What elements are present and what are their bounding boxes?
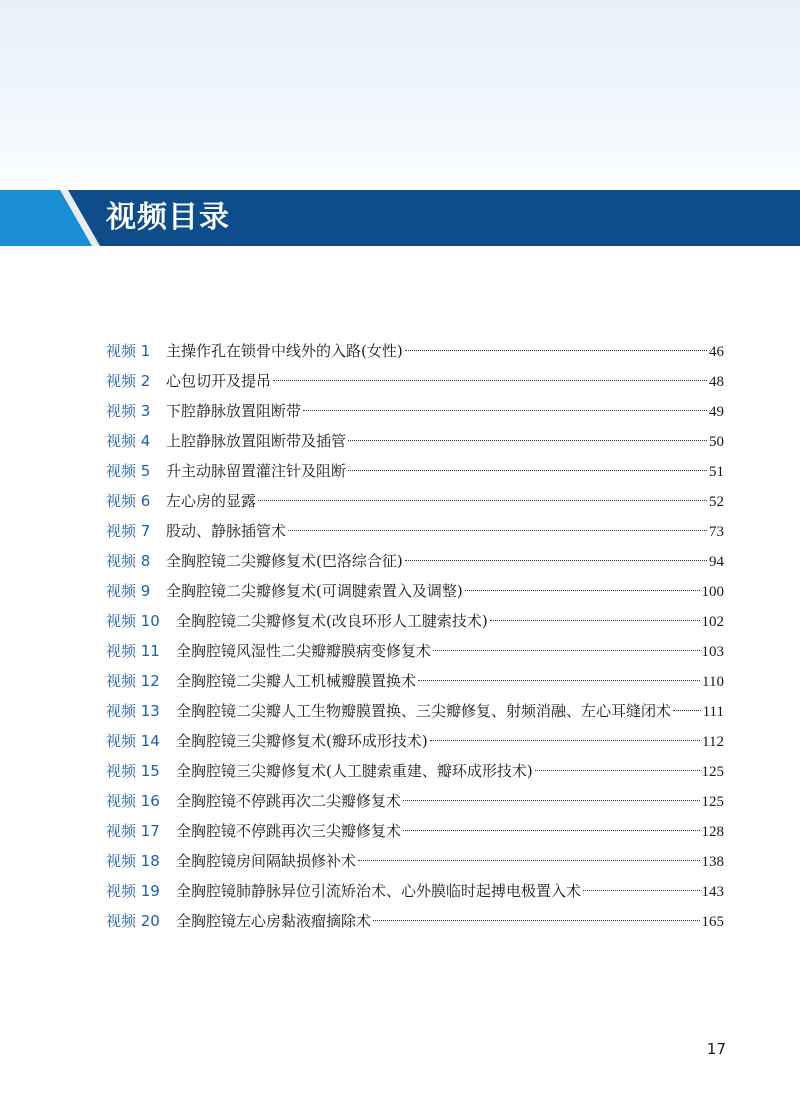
toc-dot-leader: [405, 350, 707, 351]
toc-video-number: 视频 1: [106, 342, 151, 360]
header-background: [0, 0, 800, 190]
toc-entry[interactable]: [106, 786, 724, 816]
toc-entry[interactable]: [106, 336, 724, 366]
toc-video-title: 全胸腔镜三尖瓣修复术(人工腱索重建、瓣环成形技术): [176, 762, 533, 780]
toc-page-number: 52: [709, 494, 724, 510]
toc-video-number: 视频 18: [106, 852, 160, 870]
toc-dot-leader: [273, 380, 707, 381]
toc-video-title: 全胸腔镜房间隔缺损修补术: [176, 852, 357, 870]
toc-entry[interactable]: [106, 906, 724, 936]
toc-video-number: 视频 11: [106, 642, 160, 660]
toc-video-number: 视频 13: [106, 702, 160, 720]
toc-video-number: 视频 3: [106, 402, 151, 420]
toc-video-number: 视频 15: [106, 762, 160, 780]
toc-page-number: 49: [709, 404, 724, 420]
toc-page-number: 103: [701, 644, 724, 660]
toc-entry[interactable]: [106, 666, 724, 696]
toc-video-title: 全胸腔镜三尖瓣修复术(瓣环成形技术): [176, 732, 428, 750]
toc-video-title: 全胸腔镜不停跳再次三尖瓣修复术: [176, 822, 402, 840]
toc-entry[interactable]: [106, 366, 724, 396]
toc-entry[interactable]: [106, 516, 724, 546]
toc-video-title: 左心房的显露: [166, 492, 257, 510]
toc-dot-leader: [403, 800, 699, 801]
toc-video-number: 视频 7: [106, 522, 151, 540]
toc-entry[interactable]: [106, 636, 724, 666]
page-title: 视频目录: [106, 200, 230, 235]
toc-page-number: 138: [701, 854, 724, 870]
toc-entry[interactable]: [106, 456, 724, 486]
toc-dot-leader: [303, 410, 707, 411]
toc-dot-leader: [535, 770, 700, 771]
toc-video-title: 主操作孔在锁骨中线外的入路(女性): [166, 342, 403, 360]
toc-video-number: 视频 2: [106, 372, 151, 390]
toc-page-number: 51: [709, 464, 724, 480]
toc-video-number: 视频 10: [106, 612, 160, 630]
toc-page-number: 73: [709, 524, 724, 540]
toc-video-title: 全胸腔镜风湿性二尖瓣瓣膜病变修复术: [176, 642, 432, 660]
toc-page-number: 112: [702, 734, 724, 750]
toc-page-number: 100: [701, 584, 724, 600]
toc-video-number: 视频 12: [106, 672, 160, 690]
toc-dot-leader: [288, 530, 707, 531]
toc-video-title: 全胸腔镜二尖瓣修复术(巴洛综合征): [166, 552, 403, 570]
toc-entry[interactable]: [106, 546, 724, 576]
toc-entry[interactable]: [106, 396, 724, 426]
page-number: 17: [706, 1040, 726, 1058]
toc-video-number: 视频 9: [106, 582, 151, 600]
toc-page-number: 111: [702, 704, 724, 720]
toc-page-number: 50: [709, 434, 724, 450]
toc-entry[interactable]: [106, 576, 724, 606]
toc-dot-leader: [348, 440, 707, 441]
toc-video-title: 上腔静脉放置阻断带及插管: [166, 432, 347, 450]
toc-video-number: 视频 8: [106, 552, 151, 570]
toc-page-number: 102: [701, 614, 724, 630]
toc-entry[interactable]: [106, 816, 724, 846]
toc-dot-leader: [490, 620, 700, 621]
toc-entry[interactable]: [106, 696, 724, 726]
toc-video-title: 心包切开及提吊: [166, 372, 272, 390]
toc-video-number: 视频 5: [106, 462, 151, 480]
toc-dot-leader: [403, 830, 699, 831]
toc-dot-leader: [358, 860, 699, 861]
toc-dot-leader: [418, 680, 700, 681]
toc-video-number: 视频 6: [106, 492, 151, 510]
toc-page-number: 125: [701, 764, 724, 780]
toc-page-number: 165: [701, 914, 724, 930]
toc-video-number: 视频 20: [106, 912, 160, 930]
toc-video-number: 视频 19: [106, 882, 160, 900]
toc-dot-leader: [373, 920, 699, 921]
toc-video-number: 视频 4: [106, 432, 151, 450]
toc-video-title: 全胸腔镜二尖瓣修复术(可调腱索置入及调整): [166, 582, 463, 600]
toc-dot-leader: [258, 500, 707, 501]
toc-entry[interactable]: [106, 846, 724, 876]
toc-dot-leader: [348, 470, 707, 471]
title-banner: [0, 190, 800, 246]
toc-page-number: 125: [701, 794, 724, 810]
toc-video-title: 全胸腔镜二尖瓣修复术(改良环形人工腱索技术): [176, 612, 488, 630]
toc-video-title: 全胸腔镜二尖瓣人工机械瓣膜置换术: [176, 672, 417, 690]
toc-page-number: 128: [701, 824, 724, 840]
toc-video-number: 视频 16: [106, 792, 160, 810]
toc-dot-leader: [405, 560, 707, 561]
toc-video-title: 升主动脉留置灌注针及阻断: [166, 462, 347, 480]
toc-entry[interactable]: [106, 756, 724, 786]
toc-page-number: 46: [709, 344, 724, 360]
toc-video-title: 全胸腔镜二尖瓣人工生物瓣膜置换、三尖瓣修复、射频消融、左心耳缝闭术: [176, 702, 672, 720]
toc-dot-leader: [430, 740, 700, 741]
toc-dot-leader: [465, 590, 700, 591]
toc-page-number: 110: [702, 674, 724, 690]
toc-video-title: 下腔静脉放置阻断带: [166, 402, 302, 420]
toc-dot-leader: [673, 710, 701, 711]
toc-video-title: 全胸腔镜不停跳再次二尖瓣修复术: [176, 792, 402, 810]
toc-video-title: 全胸腔镜左心房黏液瘤摘除术: [176, 912, 372, 930]
video-toc-list: [106, 336, 724, 936]
toc-page-number: 48: [709, 374, 724, 390]
toc-video-number: 视频 17: [106, 822, 160, 840]
toc-dot-leader: [583, 890, 699, 891]
toc-video-title: 全胸腔镜肺静脉异位引流矫治术、心外膜临时起搏电极置入术: [176, 882, 582, 900]
toc-video-number: 视频 14: [106, 732, 160, 750]
toc-entry[interactable]: [106, 606, 724, 636]
toc-video-title: 股动、静脉插管术: [166, 522, 287, 540]
toc-entry[interactable]: [106, 726, 724, 756]
toc-page-number: 94: [709, 554, 724, 570]
toc-page-number: 143: [701, 884, 724, 900]
toc-entry[interactable]: [106, 876, 724, 906]
toc-entry[interactable]: [106, 486, 724, 516]
toc-entry[interactable]: [106, 426, 724, 456]
toc-dot-leader: [433, 650, 699, 651]
